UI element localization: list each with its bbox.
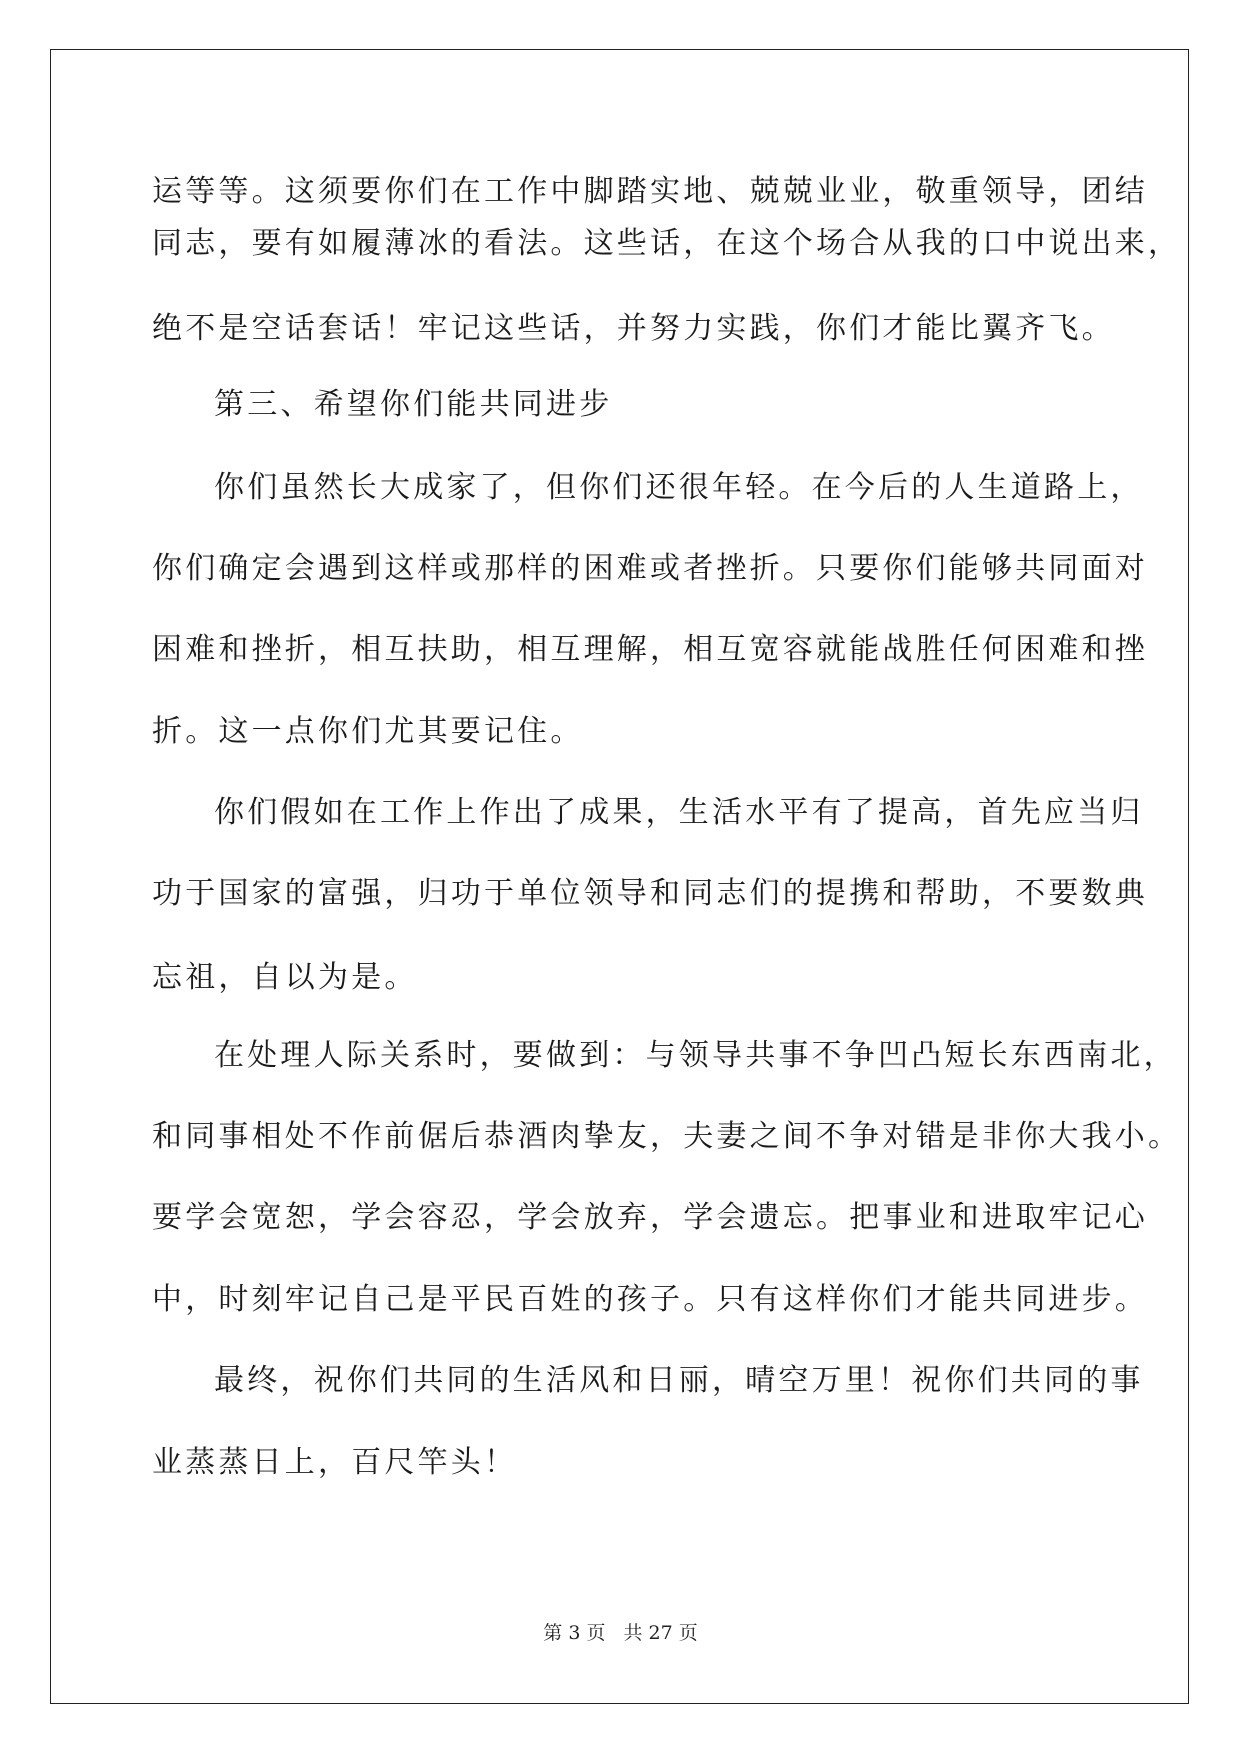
text-line: 同志，要有如履薄冰的看法。这些话，在这个场合从我的口中说出来， [152, 226, 1182, 261]
text-line: 最终，祝你们共同的生活风和日丽，晴空万里！祝你们共同的事 [214, 1363, 1144, 1398]
text-line: 折。这一点你们尤其要记住。 [152, 714, 584, 749]
text-line: 绝不是空话套话！牢记这些话，并努力实践，你们才能比翼齐飞。 [152, 311, 1115, 346]
text-line: 你们假如在工作上作出了成果，生活水平有了提高，首先应当归 [214, 795, 1144, 830]
text-line: 功于国家的富强，归功于单位领导和同志们的提携和帮助，不要数典 [152, 876, 1148, 911]
text-line: 你们虽然长大成家了，但你们还很年轻。在今后的人生道路上， [214, 470, 1144, 505]
page-number: 第 3 页 [543, 1622, 606, 1644]
text-line: 业蒸蒸日上，百尺竿头！ [152, 1445, 518, 1480]
text-line: 在处理人际关系时，要做到：与领导共事不争凹凸短长东西南北， [214, 1038, 1177, 1073]
text-line: 困难和挫折，相互扶助，相互理解，相互宽容就能战胜任何困难和挫 [152, 632, 1148, 667]
text-line: 你们确定会遇到这样或那样的困难或者挫折。只要你们能够共同面对 [152, 551, 1148, 586]
text-line: 要学会宽恕，学会容忍，学会放弃，学会遗忘。把事业和进取牢记心 [152, 1200, 1148, 1235]
text-line: 运等等。这须要你们在工作中脚踏实地、兢兢业业，敬重领导，团结 [152, 174, 1148, 209]
text-line: 中，时刻牢记自己是平民百姓的孩子。只有这样你们才能共同进步。 [152, 1282, 1148, 1317]
page-footer [0, 1620, 1241, 1646]
section-heading: 第三、希望你们能共同进步 [214, 387, 613, 422]
text-line: 忘祖，自以为是。 [152, 960, 418, 995]
text-line: 和同事相处不作前倨后恭酒肉挚友，夫妻之间不争对错是非你大我小。 [152, 1119, 1182, 1154]
page-total: 共 27 页 [623, 1622, 698, 1644]
